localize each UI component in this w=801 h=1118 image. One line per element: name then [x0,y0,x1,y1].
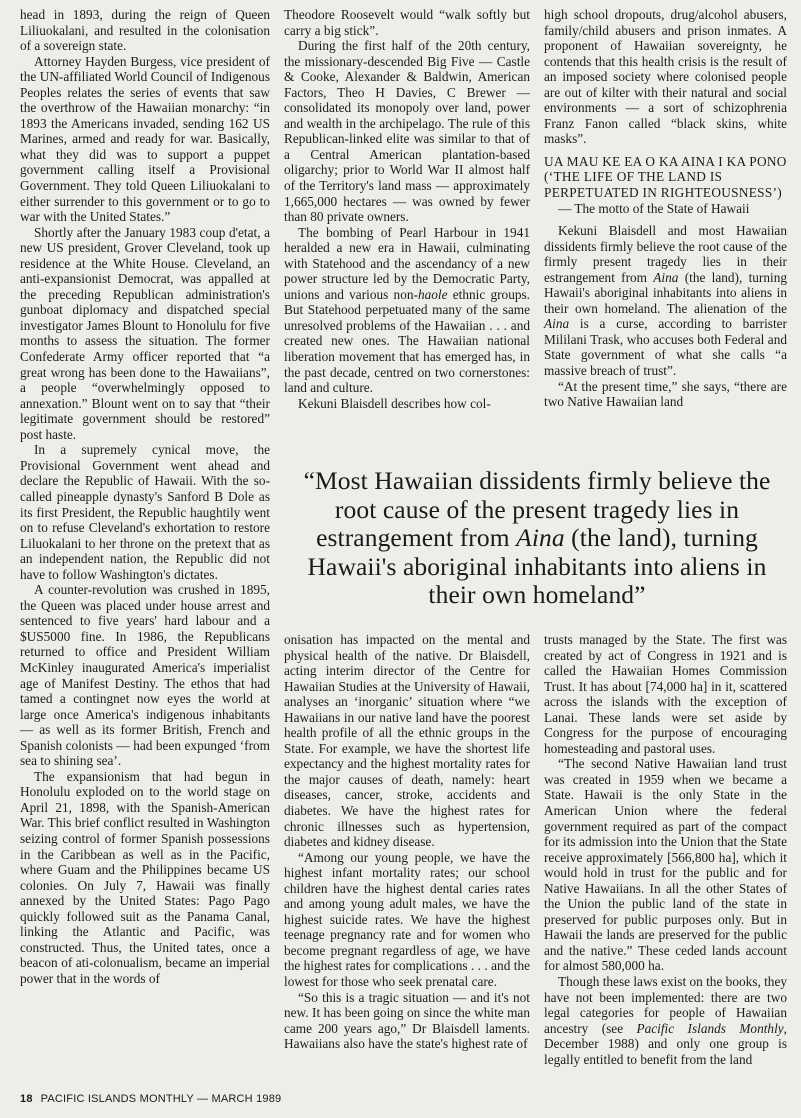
paragraph: onisation has impacted on the mental and physical health of the native. Dr Blaisdell, acting interim director of the Centre for Hawaiian Studies at the University of Hawaii, analyses an ‘inorganic’ situation where “we Hawaiians in our native land have the poorest health profile of all the ethnic groups in the State. For example, we have the shortest life expectancy and the highest mortality rates for the major causes of death, namely: heart diseases, cancer, stroke, accidents and diabetes. We have the highest rates for chronic illnesses such as hypertension, diabetes and kidney disease. [284,632,530,850]
paragraph: high school dropouts, drug/alcohol abusers, family/child abusers and prison inmates. A proponent of Hawaiian sovereignty, he contends that this health crisis is the result of an imposed society where colonised people are out of kilter with their natural and social environments — a sort of schizophrenia Franz Fanon called “black skins, white masks”. [544,7,787,147]
paragraph: Attorney Hayden Burgess, vice president of the UN-affiliated World Council of Indigenous Peoples relates the series of events that saw the overthrow of the Hawaiian monarchy: “in 1893 the Americans invaded, sending 162 US Marines, armed and ready for war. Basically, what they did was to support a puppet government calling itself a Provisional Government. They told Queen Liliuokalani to either surrender to this government or to go to war with the United States.” [20,53,270,225]
paragraph: Shortly after the January 1983 coup d'etat, a new US president, Grover Cleveland, took up residence at the White House. Cleveland, an anti-expansionist Democrat, was appalled at the preceding Republican administration's gunboat diplomacy and dispatched special investigator James Blount to Honolulu for five months to assess the situation. The former Confederate Army officer reported that “a great wrong has been done to the Hawaiians”, a people “overwhelmingly opposed to annexation.” Blount went on to say that “their legitimate government should be restored” post haste. [20,224,270,442]
paragraph: In a supremely cynical move, the Provisional Government went ahead and declare the Republic of Hawaii. With the so-called pineapple dynasty's Sanford B Dole as its first President, the Republic haughtily went on to refuse Cleveland's exhortation to restore Liluokalani to her throne on the pretext that as an independent nation, the Republic did not have to follow Washington's dictates. [20,442,270,582]
column-1 [20,7,270,986]
paragraph: head in 1893, during the reign of Queen Liliuokalani, and resulted in the colonisation of a sovereign state. [20,7,270,54]
column-2 [284,7,530,411]
paragraph: Theodore Roosevelt would “walk softly but carry a big stick”. [284,7,530,38]
paragraph: “The second Native Hawaiian land trust was created in 1959 when we became a State. Hawaii is the only State in the American Union where the federal government required as part of the compact for its admission into the Union that the State receive approximately [566,800 ha], which it would hold in trust for the public and for Native Hawaiians. In all the other States of the Union the public land of the state in preserved for public purposes only. But in Hawaii the lands are preserved for the public and the native.” These ceded lands account for almost 580,000 ha. [544,756,787,974]
pull-quote: “Most Hawaiian dissidents firmly believe the root cause of the present tragedy lies in estrangement from Aina (the land), turning Hawaii's aboriginal inhabitants into aliens in their own homeland” [303,466,771,610]
paragraph: trusts managed by the State. The first was created by act of Congress in 1921 and is called the Hawaiian Homes Commission Trust. It has about [74,000 ha] in it, scattered across the islands with the exception of Lanai. These lands were set aside by Congress for the purpose of encouraging homesteading and pastoral uses. [544,632,787,756]
page-number: 18 [20,1093,33,1105]
paragraph: “So this is a tragic situation — and it's not new. It has been going on since the white man came 200 years ago,” Dr Blaisdell laments. Hawaiians also have the state's highest rate of [284,989,530,1052]
column-3 [544,7,787,410]
state-motto: UA MAU KE EA O KA AINA I KA PONO (‘THE LIFE OF THE LAND IS PERPETUATED IN RIGHTEOUSNESS’) [544,153,787,201]
paragraph: The expansionism that had begun in Honolulu exploded on to the world stage on April 21, 1898, with the Spanish-American War. This brief conflict resulted in Washington seizing control of former Spanish possessions in the Caribbean as well as in the Pacific, where Guam and the Philippines became US colonies. On July 7, Hawaii was finally annexed by the United States: Pago Pago quickly followed suit as the Panama Canal, linking the Atlantic and Pacific, was constructed. Thus, the United tates, once a beacon of ati-colonualism, became an imperial power that in the words of [20,768,270,986]
paragraph: “Among our young people, we have the highest infant mortality rates; our school children have the highest dental caries rates and among young adult males, we have the highest suicide rates. We have the highest teenage pregnancy rate and for women who become pregnant regardless of age, we have the highest rates for complications . . . and the lowest for those who seek prenatal care. [284,849,530,990]
paragraph: A counter-revolution was crushed in 1895, the Queen was placed under house arrest and sentenced to five years' hard labour and a $US5000 fine. In 1986, the Republicans returned to office and President William McKinley inaugurated America's imperialist age of Manifest Destiny. The ethos that had tamed a contingnet now eyes the world at large once America's indigenous inhabitants — as well as its former British, French and Spanish colonists — had been expunged ‘from sea to shining sea’. [20,582,270,769]
motto-attribution: — The motto of the State of Hawaii [558,200,750,216]
page-footer [20,1093,281,1105]
column-5 [544,632,787,1067]
paragraph: Though these laws exist on the books, they have not been implemented: there are two legal categories for people of Hawaiian ancestry (see Pacific Islands Monthly, December 1988) and only one group is legally entitled to benefit from the land [544,974,787,1067]
paragraph: The bombing of Pearl Harbour in 1941 heralded a new era in Hawaii, culminating with Statehood and the ascendancy of a new power structure led by the Democratic Party, unions and various non-haole ethnic groups. But Statehood perpetuated many of the same unresolved problems of the Hawaiian . . . and created new ones. The Hawaiian national liberation movement that has emerged has, in the past decade, centred on two cornerstones: land and culture. [284,224,530,396]
publication-line: PACIFIC ISLANDS MONTHLY — MARCH 1989 [40,1093,282,1105]
paragraph: Kekuni Blaisdell and most Hawaiian dissidents firmly believe the root cause of the firmly present tragedy lies in their estrangement from Aina (the land), turning Hawaii's aboriginal inhabitants into aliens in their own homeland. The alienation of the Aina is a curse, according to barrister Mililani Trask, who accuses both Federal and State government of what she calls “a massive breach of trust”. [544,223,787,379]
paragraph: During the first half of the 20th century, the missionary-descended Big Five — Castle & Cooke, Alexander & Baldwin, American Factors, Theo H Davies, C Brewer — consolidated its monopoly over land, power and wealth in the archipelago. The rule of this Republican-linked elite was similar to that of a Central American plantation-based oligarchy; prior to World War II almost half of the Territory's land mass — approximately 1,665,000 hectares — was owned by fewer than 80 private owners. [284,38,530,225]
column-4 [284,632,530,1052]
paragraph: Kekuni Blaisdell describes how col- [298,395,491,411]
paragraph: “At the present time,” she says, “there are two Native Hawaiian land [544,378,787,410]
